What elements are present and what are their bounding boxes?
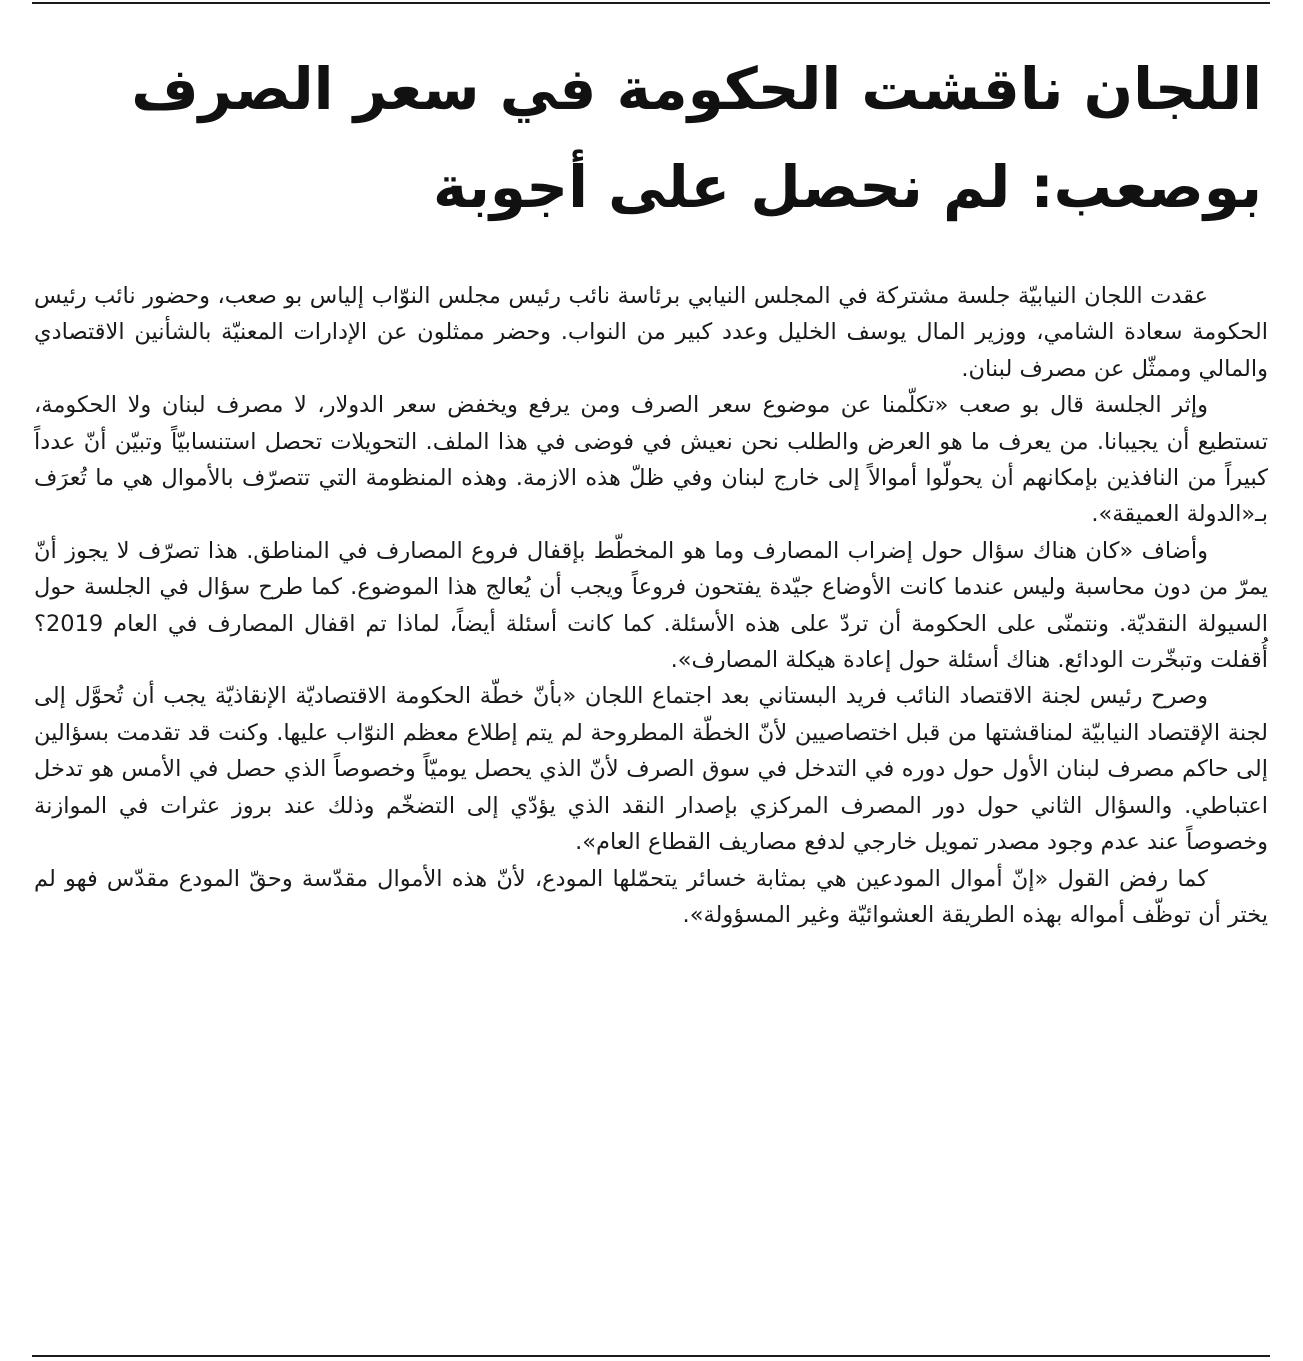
article-body	[32, 278, 1270, 933]
paragraph-3: وأضاف «كان هناك سؤال حول إضراب المصارف وما هو المخطّط بإقفال فروع المصارف في المناطق. هذا تصرّف لا يجوز أنّ يمرّ من دون محاسبة وليس عندما كانت الأوضاع جيّدة يفتحون فروعاً ويجب أن يُعالج هذا الموضوع. كما طرح سؤال في الجلسة حول السيولة النقديّة. ونتمنّى على الحكومة أن تردّ على هذه الأسئلة. كما كانت أسئلة أيضاً، لماذا تم اقفال المصارف في العام 2019؟ أُقفلت وتبخّرت الودائع. هناك أسئلة حول إعادة هيكلة المصارف».	[34, 537, 1268, 674]
top-divider	[32, 2, 1270, 4]
bottom-divider	[32, 1355, 1270, 1357]
headline-line-1: اللجان ناقشت الحكومة في سعر الصرف	[131, 55, 1262, 123]
headline	[32, 40, 1270, 236]
paragraph-4: وصرح رئيس لجنة الاقتصاد النائب فريد البستاني بعد اجتماع اللجان «بأنّ خطّة الحكومة الاقتصاديّة الإنقاذيّة يجب أن تُحوَّل إلى لجنة الإقتصاد النيابيّة لمناقشتها من قبل اختصاصيين لأنّ الخطّة المطروحة لم يتم إطلاع معظم النوّاب عليها. وكنت قد تقدمت بسؤالين إلى حاكم مصرف لبنان الأول حول دوره في التدخل في سوق الصرف لأنّ الذي يحصل يوميّاً وخصوصاً الذي حصل في الأمس هو تدخل اعتباطي. والسؤال الثاني حول دور المصرف المركزي بإصدار النقد الذي يؤدّي إلى التضخّم وذلك عند بروز عثرات في الموازنة وخصوصاً عند عدم وجود مصدر تمويل خارجي لدفع مصاريف القطاع العام».	[34, 683, 1268, 856]
paragraph-1: عقدت اللجان النيابيّة جلسة مشتركة في المجلس النيابي برئاسة نائب رئيس مجلس النوّاب إلياس بو صعب، وحضور نائب رئيس الحكومة سعادة الشامي، ووزير المال يوسف الخليل وعدد كبير من النواب. وحضر ممثلون عن الإدارات المعنيّة بالشأنين الاقتصادي والمالي وممثّل عن مصرف لبنان.	[34, 283, 1268, 382]
paragraph-2: وإثر الجلسة قال بو صعب «تكلّمنا عن موضوع سعر الصرف ومن يرفع ويخفض سعر الدولار، لا مصرف لبنان ولا الحكومة، تستطيع أن يجيبانا. من يعرف ما هو العرض والطلب نحن نعيش في فوضى في هذا الملف. التحويلات تحصل استنسابيّاً وتبيّن أنّ عدداً كبيراً من النافذين بإمكانهم أن يحولّوا أموالاً إلى خارج لبنان وفي ظلّ هذه الازمة. وهذه المنظومة التي تتصرّف بالأموال هي ما تُعرَف بـ«الدولة العميقة».	[34, 392, 1268, 528]
paragraph-5: كما رفض القول «إنّ أموال المودعين هي بمثابة خسائر يتحمّلها المودع، لأنّ هذه الأموال مقدّسة وحقّ المودع مقدّس فهو لم يختر أن توظّف أمواله بهذه الطريقة العشوائيّة وغير المسؤولة».	[34, 865, 1268, 928]
headline-line-2: بوصعب: لم نحصل على أجوبة	[432, 153, 1262, 221]
news-article	[32, 40, 1270, 933]
